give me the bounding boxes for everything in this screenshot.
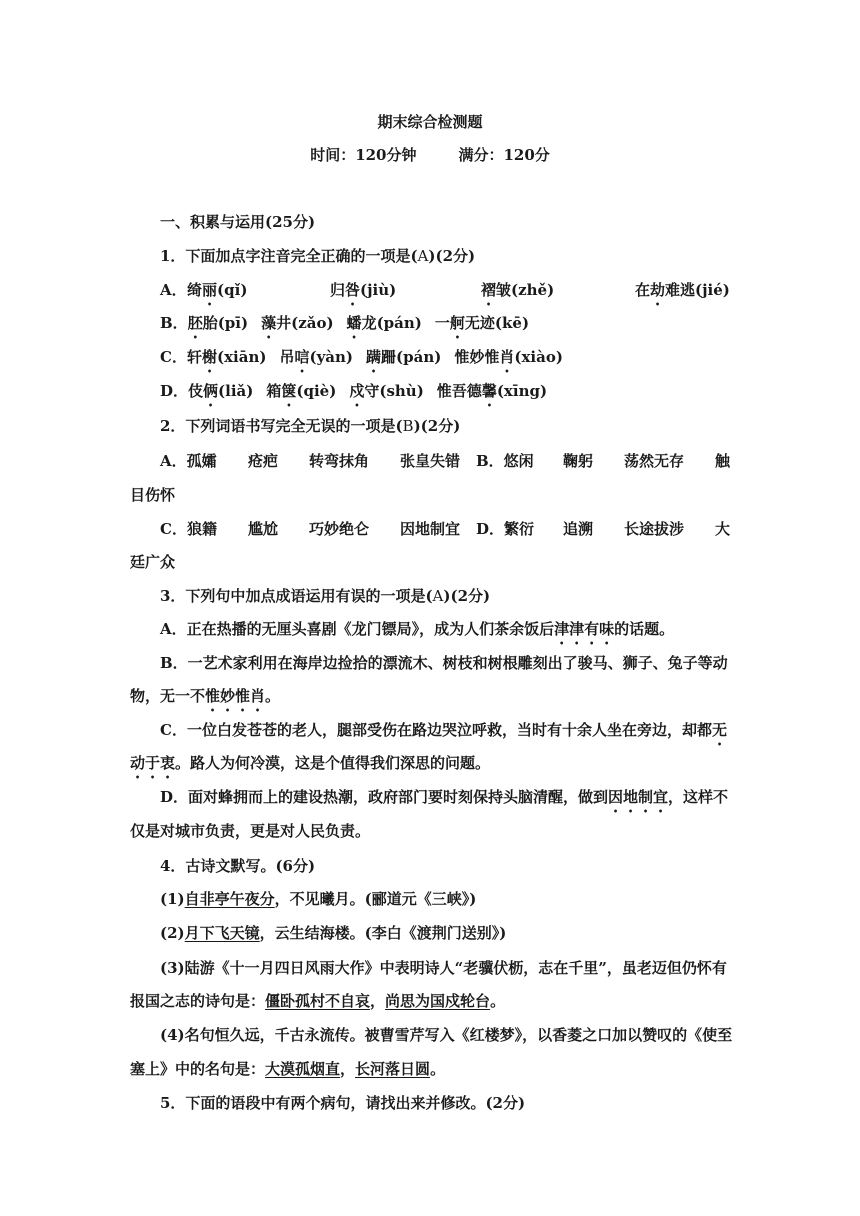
q2-word: C．狼籍 [160, 520, 217, 538]
q4-part-3-line-1: (3)陆游《十一月四日风雨大作》中表明诗人“老骥伏枥，志在千里”，虽老迈但仍怀有 [160, 959, 727, 977]
q2-word: 大 [715, 520, 731, 538]
q3-option-c-line-2: 动于衷。路人为何冷漠，这是个值得我们深思的问题。 [130, 754, 491, 772]
q3-option-b-line-2: 物，无一不惟妙惟肖。 [130, 687, 281, 705]
q3-option-d-line-2: 仅是对城市负责，更是对人民负责。 [130, 822, 371, 840]
question-1-stem: 1．下面加点字注音完全正确的一项是(A)(2分) [160, 247, 476, 265]
q4-part-4-line-1: (4)名句恒久远，千古永流传。被曹雪芹写入《红楼梦》，以香菱之口加以赞叹的《使至 [160, 1026, 733, 1044]
q4-part-3-line-2: 报国之志的诗句是：僵卧孤村不自哀，尚思为国戍轮台。 [130, 992, 506, 1010]
q2-word: 疮疤 [248, 452, 279, 470]
q2-word: 尴尬 [248, 520, 279, 538]
question-4-stem: 4．古诗文默写。(6分) [160, 857, 316, 875]
q1-option-c: C．轩榭(xiān) 吊唁(yàn) 蹒跚(pán) 惟妙惟肖(xiào) [160, 348, 563, 366]
q2-word: B．悠闲 [476, 452, 534, 470]
answer-letter: B [402, 417, 414, 435]
question-3-stem: 3．下列句中加点成语运用有误的一项是(A)(2分) [160, 587, 491, 605]
fill-answer: 僵卧孤村不自哀 [265, 992, 371, 1010]
q3-option-b-line-1: B．一艺术家利用在海岸边捡拾的漂流木、树枝和树根雕刻出了骏马、狮子、兔子等动 [160, 654, 728, 672]
q2-word: 鞠躬 [563, 452, 594, 470]
q2-line-continuation: 目伤怀 [130, 486, 176, 504]
exam-meta [0, 145, 860, 165]
q2-word: A．孤孀 [160, 452, 217, 470]
q1-option-a-item-2: 归咎(jiù) [330, 281, 397, 299]
fill-answer: 大漠孤烟直 [265, 1060, 341, 1078]
q4-part-1: (1)自非亭午夜分，不见曦月。(郦道元《三峡》) [160, 890, 477, 908]
q2-word: 张皇失错 [400, 452, 461, 470]
answer-letter: A [417, 247, 429, 265]
q2-word: 转弯抹角 [309, 452, 370, 470]
score-label: 满分：120分 [458, 146, 550, 164]
fill-answer: 自非亭午夜分 [184, 890, 275, 908]
q3-option-d-line-1: D．面对蜂拥而上的建设热潮，政府部门要时刻保持头脑清醒，做到因地制宜，这样不 [160, 788, 729, 806]
fill-answer: 尚思为国戍轮台 [385, 992, 491, 1010]
answer-letter: A [432, 587, 444, 605]
q2-word: 巧妙绝仑 [309, 520, 370, 538]
q4-part-2: (2)月下飞天镜，云生结海楼。(李白《渡荆门送别》) [160, 924, 507, 942]
q4-part-4-line-2: 塞上》中的名句是：大漠孤烟直，长河落日圆。 [130, 1060, 446, 1078]
q2-word: 荡然无存 [624, 452, 685, 470]
q1-option-a-item-3: 褶皱(zhě) [481, 281, 555, 299]
q2-word: 触 [715, 452, 731, 470]
page-title: 期末综合检测题 [377, 113, 483, 131]
q3-option-a: A．正在热播的无厘头喜剧《龙门镖局》，成为人们茶余饭后津津有味的话题。 [160, 620, 675, 638]
question-5-stem: 5．下面的语段中有两个病句，请找出来并修改。(2分) [160, 1094, 526, 1112]
q1-option-d: D．伎俩(liǎ) 箱箧(qiè) 戍守(shù) 惟吾德馨(xīng) [160, 382, 548, 400]
q2-word: 追溯 [563, 520, 594, 538]
q2-line-continuation: 廷广众 [130, 553, 176, 571]
q1-option-a-item-4: 在劫难逃(jié) [635, 281, 730, 299]
q2-word: D．繁衍 [476, 520, 535, 538]
fill-answer: 月下飞天镜 [184, 924, 260, 942]
q1-option-a-item-1: 绮丽(qǐ) [187, 281, 248, 299]
q2-word: 长途拔涉 [624, 520, 685, 538]
time-label: 时间：120分钟 [310, 146, 417, 164]
q2-word: 因地制宜 [400, 520, 461, 538]
fill-answer: 长河落日圆 [355, 1060, 431, 1078]
question-2-stem: 2．下列词语书写完全无误的一项是(B)(2分) [160, 417, 461, 435]
section-heading: 一、积累与运用(25分) [160, 213, 316, 231]
q1-option-b: B．胚胎(pī) 藻井(zǎo) 蟠龙(pán) 一舸无迹(kē) [160, 314, 530, 332]
q3-option-c-line-1: C．一位白发苍苍的老人，腿部受伤在路边哭泣呼救，当时有十余人坐在旁边，却都无 [160, 721, 727, 739]
q1-option-a: A． [160, 281, 187, 299]
